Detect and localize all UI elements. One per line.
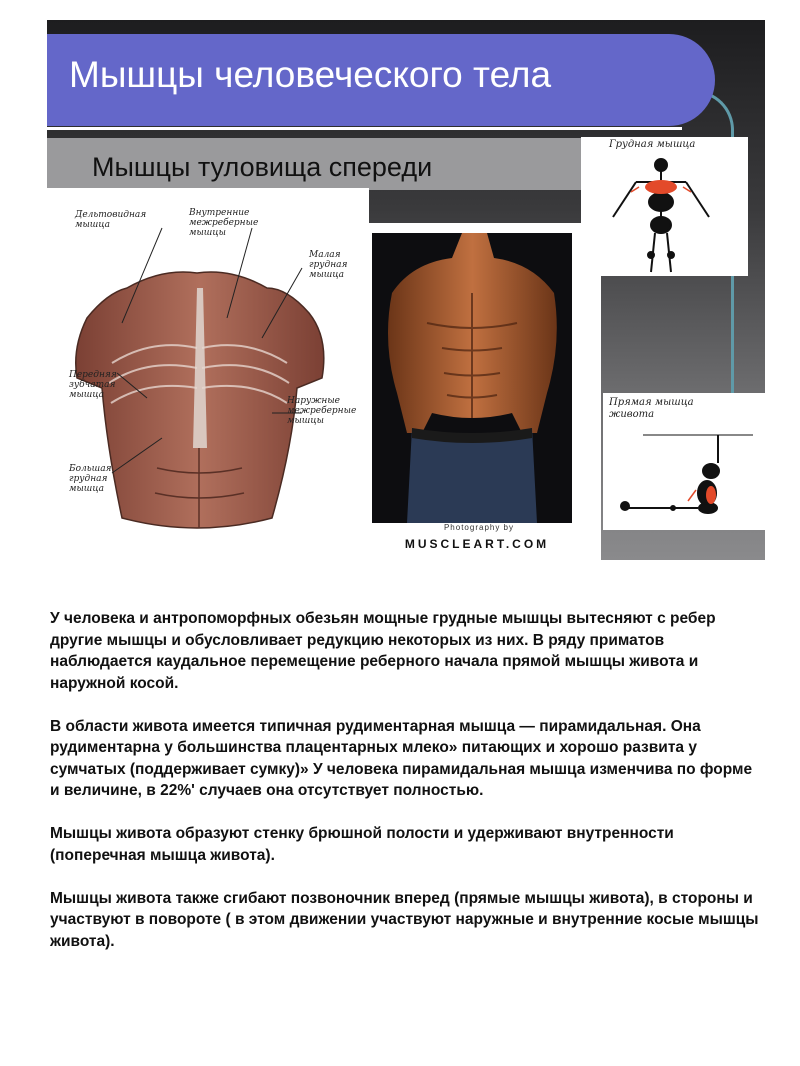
athlete-photo <box>369 223 601 560</box>
photo-frame <box>372 233 572 523</box>
title-bar <box>47 34 715 126</box>
stick-figure-chest <box>581 137 748 276</box>
body-text <box>50 608 760 974</box>
anatomy-illustration <box>47 188 369 560</box>
muscular-torso-image <box>372 233 572 523</box>
paragraph-4: Мышцы живота также сгибают позвоночник вперед (прямые мышцы живота), в стороны и участвуют в повороте ( в этом движении участвуют наружные и внутренние косые мышцы живота). <box>50 889 759 950</box>
paragraph-3: Мышцы живота образуют стенку брюшной полости и удерживают внутренности (поперечная мышца живота). <box>50 825 674 864</box>
paragraph-1: У человека и антропоморфных обезьян мощные грудные мышцы вытесняют с ребер другие мышцы и обусловливает редукцию некоторых из них. В ряду приматов наблюдается каудальное перемещение реберного начала прямой мышцы живота и наружной косой. <box>50 610 716 692</box>
label-pectoralis-minor: Малая грудная мышца <box>309 250 348 280</box>
chest-muscle-diagram <box>581 137 748 276</box>
abs-muscle-diagram <box>603 393 765 530</box>
label-serratus-anterior: Передняя зубчатая мышца <box>69 370 117 400</box>
label-deltoid: Дельтовидная мышца <box>75 210 147 230</box>
photo-credit-brand: MUSCLEART.COM <box>404 537 550 551</box>
abs-muscle-label: Прямая мышца живота <box>609 397 694 420</box>
label-internal-intercostal: Внутренние межреберные мышцы <box>189 208 259 238</box>
slide <box>47 20 765 560</box>
photo-credit-small: Photography by <box>443 523 515 532</box>
slide-title: Мышцы человеческого тела <box>69 54 552 95</box>
title-underline <box>47 127 682 130</box>
label-external-intercostal: Наружные межреберные мышцы <box>287 396 357 426</box>
label-pectoralis-major: Большая грудная мышца <box>69 464 112 494</box>
paragraph-2: В области живота имеется типичная рудиментарная мышца — пирамидальная. Она рудиментарна у большинства плацентарных млеко» питающих и хорошо развита у сумчатых (поддерживает сумку)» У человека пирамидальная мышца изменчива по форме и величине, в 22%' случаев она отсутствует полностью. <box>50 717 753 799</box>
slide-subtitle: Мышцы туловища спереди <box>92 152 433 182</box>
chest-muscle-label: Грудная мышца <box>609 139 696 150</box>
